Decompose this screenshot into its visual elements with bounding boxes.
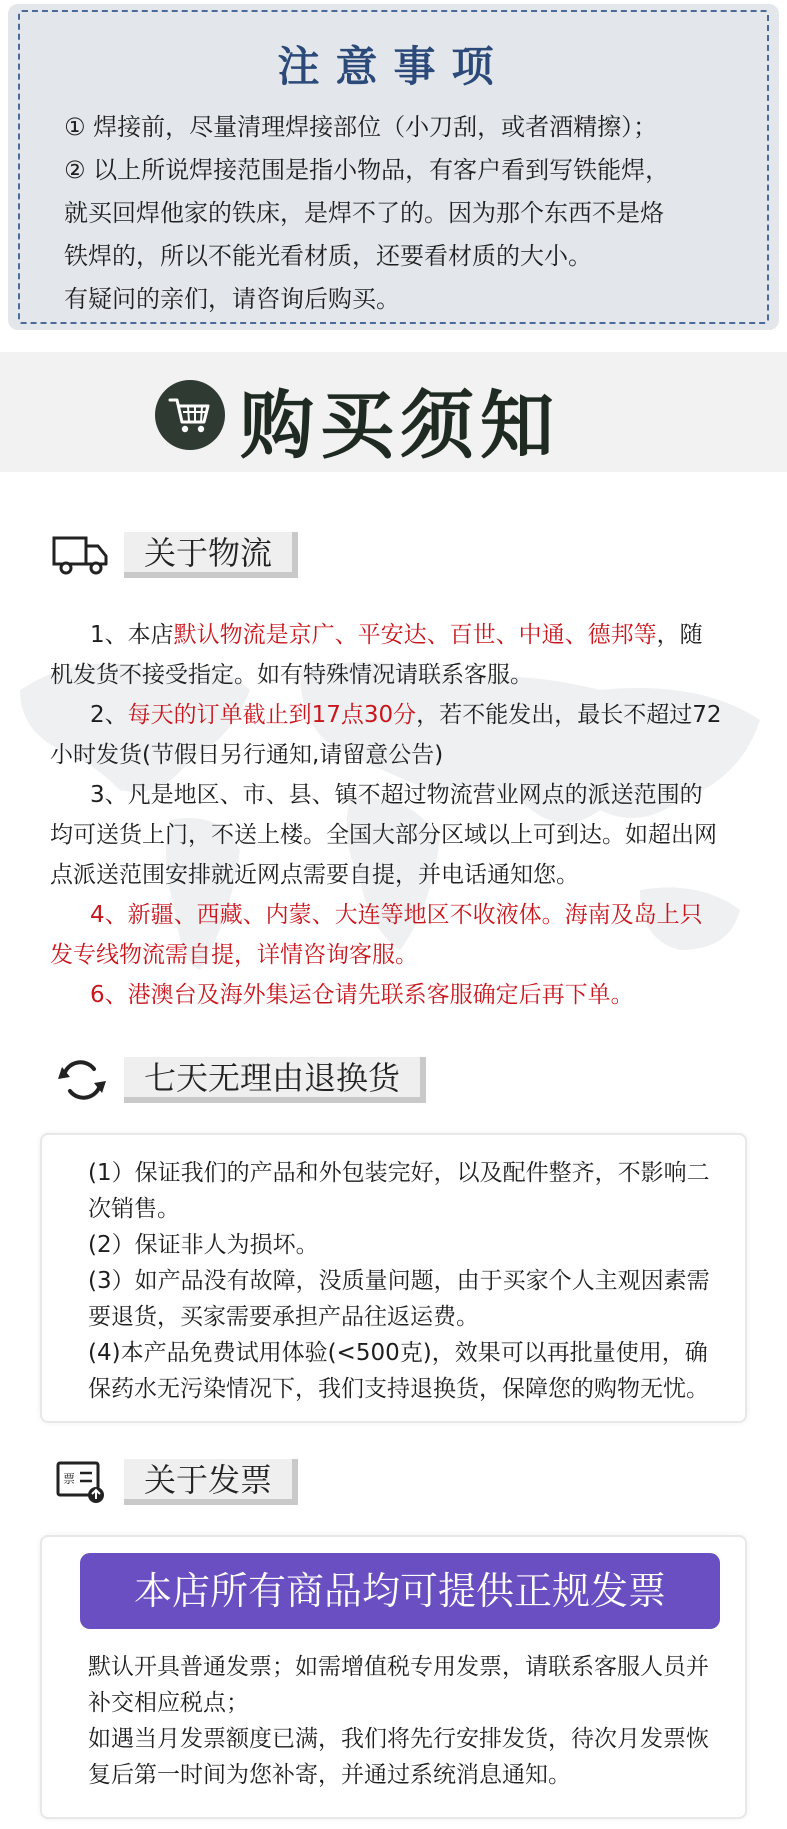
logistics-item-2 [50,695,750,735]
invoice-heading-label: 关于发票 [124,1459,298,1505]
invoice-line: 复后第一时间为您补寄，并通过系统消息通知。 [88,1762,571,1788]
logistics-item-4: 4、新疆、西藏、内蒙、大连等地区不收液体。海南及岛上只 [90,902,703,928]
text: 1、本店 [90,622,174,648]
text: ，若不能发出，最长不超过72 [416,702,722,728]
highlight-text: 每天的订单截止到17点30分 [127,702,417,728]
returns-heading [52,1055,472,1105]
notice-line: 有疑问的亲们，请咨询后购买。 [64,285,400,313]
returns-line: (4)本产品免费试用体验(<500克)，效果可以再批量使用，确 [88,1340,708,1366]
logistics-item-4-cont: 发专线物流需自提，详情咨询客服。 [50,942,418,968]
returns-line: 次销售。 [88,1196,180,1222]
text: ，随 [656,622,703,648]
truck-icon [52,530,112,580]
notice-section [0,0,787,336]
returns-text [88,1155,728,1407]
returns-line: 要退货，买家需要承担产品往返运费。 [88,1304,479,1330]
notice-title: 注意事项 [277,42,510,91]
invoice-heading [52,1457,352,1507]
purchase-notice-banner [0,352,787,472]
svg-text:票: 票 [63,1472,76,1486]
invoice-card [40,1535,747,1819]
highlight-text: 默认物流是京广、平安达、百世、中通、德邦等 [173,622,657,648]
invoice-banner: 本店所有商品均可提供正规发票 [80,1553,720,1629]
invoice-line: 默认开具普通发票；如需增值税专用发票，请联系客服人员并 [88,1654,709,1680]
notice-dashed-frame [18,10,769,324]
logistics-item-3-cont: 点派送范围安排就近网点需要自提，并电话通知您。 [50,862,579,888]
returns-line: (1）保证我们的产品和外包装完好，以及配件整齐，不影响二 [88,1160,710,1186]
logistics-item-3-cont: 均可送货上门，不送上楼。全国大部分区域以上可到达。如超出网 [50,822,717,848]
notice-line: 铁焊的，所以不能光看材质，还要看材质的大小。 [64,242,592,270]
logistics-text [50,615,750,1015]
invoice-text [88,1649,728,1793]
logistics-item-2-cont: 小时发货(节假日另行通知,请留意公告) [50,742,444,768]
notice-text [64,106,764,321]
notice-line: ② 以上所说焊接范围是指小物品，有客户看到写铁能焊， [64,156,670,184]
logistics-item-1-cont: 机发货不接受指定。如有特殊情况请联系客服。 [50,662,533,688]
banner-title: 购买须知 [240,383,560,469]
logistics-heading [52,530,352,580]
invoice-line: 补交相应税点； [88,1690,249,1716]
shopping-cart-icon [155,380,225,450]
logistics-item-3: 3、凡是地区、市、县、镇不超过物流营业网点的派送范围的 [90,782,703,808]
returns-line: 保药水无污染情况下，我们支持退换货，保障您的购物无忧。 [88,1376,709,1402]
returns-line: (3）如产品没有故障，没质量问题，由于买家个人主观因素需 [88,1268,710,1294]
invoice-icon [52,1457,112,1507]
logistics-item-6: 6、港澳台及海外集运仓请先联系客服确定后再下单。 [90,982,634,1008]
returns-line: (2）保证非人为损坏。 [88,1232,319,1258]
logistics-heading-label: 关于物流 [124,532,298,578]
refresh-icon [52,1055,112,1105]
returns-card [40,1133,747,1423]
logistics-item-1 [50,615,750,655]
invoice-line: 如遇当月发票额度已满，我们将先行安排发货，待次月发票恢 [88,1726,709,1752]
notice-line: 就买回焊他家的铁床，是焊不了的。因为那个东西不是烙 [64,199,664,227]
returns-heading-label: 七天无理由退换货 [124,1057,426,1103]
notice-box [8,4,779,330]
text: 2、 [90,702,128,728]
notice-line: ① 焊接前，尽量清理焊接部位（小刀刮，或者酒精擦）； [64,113,658,141]
